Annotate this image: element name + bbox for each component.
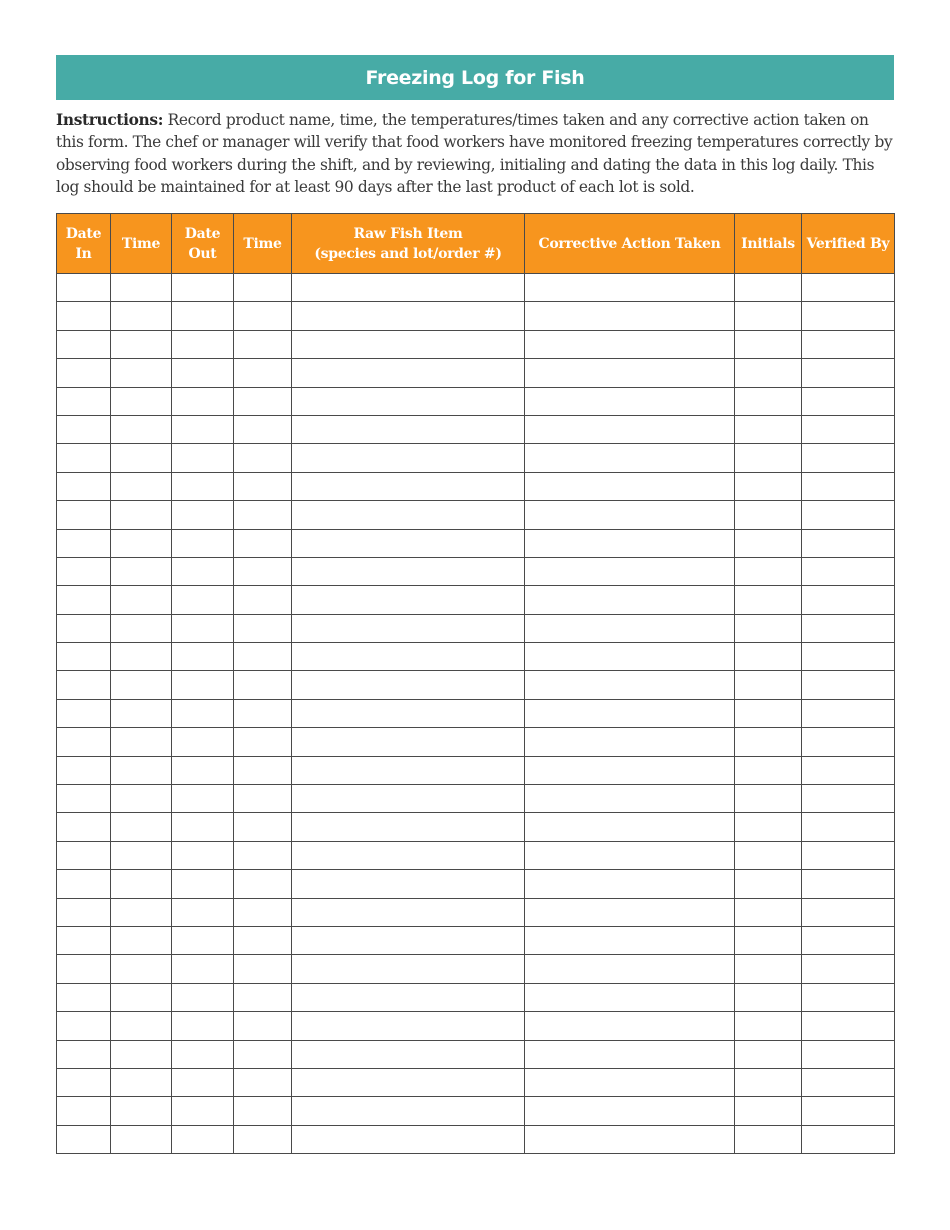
date-in-cell[interactable] bbox=[57, 529, 111, 557]
corrective-action-cell[interactable] bbox=[525, 359, 735, 387]
time-out-cell[interactable] bbox=[234, 1012, 292, 1040]
time-in-cell[interactable] bbox=[111, 699, 172, 727]
date-out-cell[interactable] bbox=[172, 302, 234, 330]
date-in-cell[interactable] bbox=[57, 472, 111, 500]
corrective-action-cell[interactable] bbox=[525, 756, 735, 784]
verified-by-cell[interactable] bbox=[802, 1125, 895, 1153]
date-out-cell[interactable] bbox=[172, 699, 234, 727]
verified-by-cell[interactable] bbox=[802, 841, 895, 869]
date-out-cell[interactable] bbox=[172, 756, 234, 784]
time-out-cell[interactable] bbox=[234, 359, 292, 387]
time-in-cell[interactable] bbox=[111, 444, 172, 472]
raw-fish-item-cell[interactable] bbox=[292, 529, 525, 557]
initials-cell[interactable] bbox=[735, 557, 802, 585]
time-out-cell[interactable] bbox=[234, 813, 292, 841]
corrective-action-cell[interactable] bbox=[525, 1125, 735, 1153]
date-out-cell[interactable] bbox=[172, 586, 234, 614]
time-out-cell[interactable] bbox=[234, 785, 292, 813]
initials-cell[interactable] bbox=[735, 359, 802, 387]
date-out-cell[interactable] bbox=[172, 359, 234, 387]
time-out-cell[interactable] bbox=[234, 330, 292, 358]
raw-fish-item-cell[interactable] bbox=[292, 756, 525, 784]
table-row bbox=[57, 898, 895, 926]
date-in-cell[interactable] bbox=[57, 643, 111, 671]
initials-cell[interactable] bbox=[735, 785, 802, 813]
date-out-cell[interactable] bbox=[172, 983, 234, 1011]
time-in-cell[interactable] bbox=[111, 415, 172, 443]
corrective-action-cell[interactable] bbox=[525, 274, 735, 302]
table-row bbox=[57, 699, 895, 727]
table-row bbox=[57, 387, 895, 415]
initials-cell[interactable] bbox=[735, 415, 802, 443]
corrective-action-cell[interactable] bbox=[525, 926, 735, 954]
date-in-cell[interactable] bbox=[57, 586, 111, 614]
time-out-cell[interactable] bbox=[234, 728, 292, 756]
form-title: Freezing Log for Fish bbox=[56, 55, 894, 100]
corrective-action-cell[interactable] bbox=[525, 529, 735, 557]
time-out-cell[interactable] bbox=[234, 699, 292, 727]
header-verified-by: Verified By bbox=[802, 214, 895, 274]
verified-by-cell[interactable] bbox=[802, 274, 895, 302]
header-corrective-action: Corrective Action Taken bbox=[525, 214, 735, 274]
verified-by-cell[interactable] bbox=[802, 699, 895, 727]
date-in-cell[interactable] bbox=[57, 671, 111, 699]
initials-cell[interactable] bbox=[735, 813, 802, 841]
raw-fish-item-cell[interactable] bbox=[292, 586, 525, 614]
time-in-cell[interactable] bbox=[111, 302, 172, 330]
time-out-cell[interactable] bbox=[234, 274, 292, 302]
time-in-cell[interactable] bbox=[111, 557, 172, 585]
date-in-cell[interactable] bbox=[57, 501, 111, 529]
initials-cell[interactable] bbox=[735, 926, 802, 954]
verified-by-cell[interactable] bbox=[802, 359, 895, 387]
date-in-cell[interactable] bbox=[57, 387, 111, 415]
verified-by-cell[interactable] bbox=[802, 785, 895, 813]
table-row bbox=[57, 1040, 895, 1068]
date-in-cell[interactable] bbox=[57, 955, 111, 983]
date-in-cell[interactable] bbox=[57, 302, 111, 330]
table-row bbox=[57, 1125, 895, 1153]
date-in-cell[interactable] bbox=[57, 926, 111, 954]
table-row bbox=[57, 614, 895, 642]
raw-fish-item-cell[interactable] bbox=[292, 813, 525, 841]
initials-cell[interactable] bbox=[735, 898, 802, 926]
verified-by-cell[interactable] bbox=[802, 898, 895, 926]
raw-fish-item-cell[interactable] bbox=[292, 728, 525, 756]
time-out-cell[interactable] bbox=[234, 870, 292, 898]
initials-cell[interactable] bbox=[735, 501, 802, 529]
date-out-cell[interactable] bbox=[172, 1012, 234, 1040]
verified-by-cell[interactable] bbox=[802, 955, 895, 983]
date-in-cell[interactable] bbox=[57, 1097, 111, 1125]
date-out-cell[interactable] bbox=[172, 274, 234, 302]
verified-by-cell[interactable] bbox=[802, 529, 895, 557]
time-in-cell[interactable] bbox=[111, 501, 172, 529]
verified-by-cell[interactable] bbox=[802, 501, 895, 529]
corrective-action-cell[interactable] bbox=[525, 898, 735, 926]
date-out-cell[interactable] bbox=[172, 728, 234, 756]
table-row bbox=[57, 274, 895, 302]
date-out-cell[interactable] bbox=[172, 813, 234, 841]
initials-cell[interactable] bbox=[735, 302, 802, 330]
table-row bbox=[57, 472, 895, 500]
initials-cell[interactable] bbox=[735, 955, 802, 983]
corrective-action-cell[interactable] bbox=[525, 444, 735, 472]
raw-fish-item-cell[interactable] bbox=[292, 699, 525, 727]
table-row bbox=[57, 359, 895, 387]
date-out-cell[interactable] bbox=[172, 415, 234, 443]
table-row bbox=[57, 1097, 895, 1125]
date-in-cell[interactable] bbox=[57, 614, 111, 642]
verified-by-cell[interactable] bbox=[802, 643, 895, 671]
time-out-cell[interactable] bbox=[234, 472, 292, 500]
table-row bbox=[57, 870, 895, 898]
corrective-action-cell[interactable] bbox=[525, 1068, 735, 1096]
time-in-cell[interactable] bbox=[111, 1125, 172, 1153]
time-in-cell[interactable] bbox=[111, 870, 172, 898]
date-out-cell[interactable] bbox=[172, 955, 234, 983]
table-row bbox=[57, 955, 895, 983]
date-out-cell[interactable] bbox=[172, 444, 234, 472]
date-in-cell[interactable] bbox=[57, 898, 111, 926]
time-in-cell[interactable] bbox=[111, 387, 172, 415]
table-row bbox=[57, 1068, 895, 1096]
raw-fish-item-cell[interactable] bbox=[292, 955, 525, 983]
raw-fish-item-cell[interactable] bbox=[292, 671, 525, 699]
time-out-cell[interactable] bbox=[234, 841, 292, 869]
corrective-action-cell[interactable] bbox=[525, 614, 735, 642]
header-time-in: Time bbox=[111, 214, 172, 274]
raw-fish-item-cell[interactable] bbox=[292, 1125, 525, 1153]
date-out-cell[interactable] bbox=[172, 870, 234, 898]
raw-fish-item-cell[interactable] bbox=[292, 501, 525, 529]
time-in-cell[interactable] bbox=[111, 1012, 172, 1040]
time-in-cell[interactable] bbox=[111, 756, 172, 784]
freezing-log-table bbox=[56, 213, 895, 1154]
date-out-cell[interactable] bbox=[172, 643, 234, 671]
date-in-cell[interactable] bbox=[57, 274, 111, 302]
raw-fish-item-cell[interactable] bbox=[292, 1068, 525, 1096]
raw-fish-item-cell[interactable] bbox=[292, 302, 525, 330]
verified-by-cell[interactable] bbox=[802, 302, 895, 330]
raw-fish-item-cell[interactable] bbox=[292, 643, 525, 671]
raw-fish-item-cell[interactable] bbox=[292, 330, 525, 358]
initials-cell[interactable] bbox=[735, 1012, 802, 1040]
initials-cell[interactable] bbox=[735, 756, 802, 784]
corrective-action-cell[interactable] bbox=[525, 699, 735, 727]
time-in-cell[interactable] bbox=[111, 983, 172, 1011]
initials-cell[interactable] bbox=[735, 1097, 802, 1125]
date-in-cell[interactable] bbox=[57, 557, 111, 585]
time-in-cell[interactable] bbox=[111, 671, 172, 699]
date-out-cell[interactable] bbox=[172, 898, 234, 926]
initials-cell[interactable] bbox=[735, 870, 802, 898]
date-in-cell[interactable] bbox=[57, 415, 111, 443]
time-in-cell[interactable] bbox=[111, 614, 172, 642]
raw-fish-item-cell[interactable] bbox=[292, 983, 525, 1011]
verified-by-cell[interactable] bbox=[802, 1068, 895, 1096]
table-row bbox=[57, 756, 895, 784]
initials-cell[interactable] bbox=[735, 1040, 802, 1068]
verified-by-cell[interactable] bbox=[802, 444, 895, 472]
initials-cell[interactable] bbox=[735, 614, 802, 642]
table-row bbox=[57, 643, 895, 671]
initials-cell[interactable] bbox=[735, 699, 802, 727]
initials-cell[interactable] bbox=[735, 1068, 802, 1096]
date-out-cell[interactable] bbox=[172, 501, 234, 529]
verified-by-cell[interactable] bbox=[802, 586, 895, 614]
raw-fish-item-cell[interactable] bbox=[292, 841, 525, 869]
raw-fish-item-cell[interactable] bbox=[292, 1012, 525, 1040]
initials-cell[interactable] bbox=[735, 841, 802, 869]
table-row bbox=[57, 501, 895, 529]
time-out-cell[interactable] bbox=[234, 501, 292, 529]
date-in-cell[interactable] bbox=[57, 756, 111, 784]
date-in-cell[interactable] bbox=[57, 1125, 111, 1153]
verified-by-cell[interactable] bbox=[802, 728, 895, 756]
raw-fish-item-cell[interactable] bbox=[292, 359, 525, 387]
table-row bbox=[57, 1012, 895, 1040]
table-row bbox=[57, 586, 895, 614]
raw-fish-item-cell[interactable] bbox=[292, 274, 525, 302]
raw-fish-item-cell[interactable] bbox=[292, 557, 525, 585]
time-out-cell[interactable] bbox=[234, 1068, 292, 1096]
table-row bbox=[57, 330, 895, 358]
date-in-cell[interactable] bbox=[57, 1068, 111, 1096]
time-in-cell[interactable] bbox=[111, 330, 172, 358]
date-out-cell[interactable] bbox=[172, 529, 234, 557]
time-out-cell[interactable] bbox=[234, 1125, 292, 1153]
verified-by-cell[interactable] bbox=[802, 1012, 895, 1040]
time-in-cell[interactable] bbox=[111, 728, 172, 756]
date-out-cell[interactable] bbox=[172, 387, 234, 415]
date-out-cell[interactable] bbox=[172, 1068, 234, 1096]
raw-fish-item-cell[interactable] bbox=[292, 785, 525, 813]
time-in-cell[interactable] bbox=[111, 529, 172, 557]
time-in-cell[interactable] bbox=[111, 586, 172, 614]
verified-by-cell[interactable] bbox=[802, 813, 895, 841]
initials-cell[interactable] bbox=[735, 586, 802, 614]
verified-by-cell[interactable] bbox=[802, 330, 895, 358]
date-out-cell[interactable] bbox=[172, 785, 234, 813]
header-row bbox=[57, 214, 895, 274]
corrective-action-cell[interactable] bbox=[525, 501, 735, 529]
initials-cell[interactable] bbox=[735, 983, 802, 1011]
verified-by-cell[interactable] bbox=[802, 415, 895, 443]
corrective-action-cell[interactable] bbox=[525, 1012, 735, 1040]
initials-cell[interactable] bbox=[735, 330, 802, 358]
date-in-cell[interactable] bbox=[57, 983, 111, 1011]
instructions-label: Instructions: bbox=[56, 111, 164, 129]
verified-by-cell[interactable] bbox=[802, 614, 895, 642]
date-out-cell[interactable] bbox=[172, 330, 234, 358]
verified-by-cell[interactable] bbox=[802, 926, 895, 954]
verified-by-cell[interactable] bbox=[802, 870, 895, 898]
header-date-in: Date In bbox=[57, 214, 111, 274]
time-out-cell[interactable] bbox=[234, 1040, 292, 1068]
raw-fish-item-cell[interactable] bbox=[292, 415, 525, 443]
table-row bbox=[57, 841, 895, 869]
table-row bbox=[57, 671, 895, 699]
time-in-cell[interactable] bbox=[111, 813, 172, 841]
time-out-cell[interactable] bbox=[234, 387, 292, 415]
date-in-cell[interactable] bbox=[57, 330, 111, 358]
instructions-text: Record product name, time, the temperatures/times taken and any corrective action taken on this form. The chef or manager will verify that food workers have monitored freezing temperatures correctly by observing food workers during the shift, and by reviewing, initialing and dating the data in this log daily. This log should be maintained for at least 90 days after the last product of each lot is sold. bbox=[56, 111, 893, 196]
date-out-cell[interactable] bbox=[172, 1125, 234, 1153]
corrective-action-cell[interactable] bbox=[525, 671, 735, 699]
corrective-action-cell[interactable] bbox=[525, 330, 735, 358]
corrective-action-cell[interactable] bbox=[525, 1097, 735, 1125]
instructions-paragraph bbox=[56, 109, 894, 198]
date-in-cell[interactable] bbox=[57, 1012, 111, 1040]
time-out-cell[interactable] bbox=[234, 586, 292, 614]
corrective-action-cell[interactable] bbox=[525, 387, 735, 415]
time-in-cell[interactable] bbox=[111, 955, 172, 983]
initials-cell[interactable] bbox=[735, 472, 802, 500]
verified-by-cell[interactable] bbox=[802, 472, 895, 500]
time-out-cell[interactable] bbox=[234, 671, 292, 699]
initials-cell[interactable] bbox=[735, 444, 802, 472]
time-out-cell[interactable] bbox=[234, 1097, 292, 1125]
table-row bbox=[57, 557, 895, 585]
time-in-cell[interactable] bbox=[111, 1040, 172, 1068]
date-out-cell[interactable] bbox=[172, 671, 234, 699]
date-in-cell[interactable] bbox=[57, 870, 111, 898]
date-out-cell[interactable] bbox=[172, 557, 234, 585]
raw-fish-item-cell[interactable] bbox=[292, 898, 525, 926]
initials-cell[interactable] bbox=[735, 1125, 802, 1153]
raw-fish-item-cell[interactable] bbox=[292, 926, 525, 954]
table-row bbox=[57, 926, 895, 954]
time-out-cell[interactable] bbox=[234, 756, 292, 784]
verified-by-cell[interactable] bbox=[802, 756, 895, 784]
corrective-action-cell[interactable] bbox=[525, 415, 735, 443]
time-out-cell[interactable] bbox=[234, 529, 292, 557]
time-out-cell[interactable] bbox=[234, 983, 292, 1011]
corrective-action-cell[interactable] bbox=[525, 1040, 735, 1068]
date-out-cell[interactable] bbox=[172, 472, 234, 500]
time-in-cell[interactable] bbox=[111, 1097, 172, 1125]
table-row bbox=[57, 813, 895, 841]
time-in-cell[interactable] bbox=[111, 898, 172, 926]
table-row bbox=[57, 983, 895, 1011]
initials-cell[interactable] bbox=[735, 529, 802, 557]
date-in-cell[interactable] bbox=[57, 728, 111, 756]
corrective-action-cell[interactable] bbox=[525, 586, 735, 614]
time-out-cell[interactable] bbox=[234, 415, 292, 443]
time-in-cell[interactable] bbox=[111, 359, 172, 387]
date-out-cell[interactable] bbox=[172, 614, 234, 642]
verified-by-cell[interactable] bbox=[802, 387, 895, 415]
time-out-cell[interactable] bbox=[234, 302, 292, 330]
initials-cell[interactable] bbox=[735, 387, 802, 415]
time-out-cell[interactable] bbox=[234, 557, 292, 585]
time-in-cell[interactable] bbox=[111, 926, 172, 954]
verified-by-cell[interactable] bbox=[802, 1040, 895, 1068]
corrective-action-cell[interactable] bbox=[525, 870, 735, 898]
initials-cell[interactable] bbox=[735, 643, 802, 671]
date-out-cell[interactable] bbox=[172, 841, 234, 869]
time-in-cell[interactable] bbox=[111, 274, 172, 302]
date-in-cell[interactable] bbox=[57, 699, 111, 727]
time-in-cell[interactable] bbox=[111, 643, 172, 671]
table-row bbox=[57, 529, 895, 557]
header-time-out: Time bbox=[234, 214, 292, 274]
initials-cell[interactable] bbox=[735, 671, 802, 699]
raw-fish-item-cell[interactable] bbox=[292, 472, 525, 500]
verified-by-cell[interactable] bbox=[802, 671, 895, 699]
time-in-cell[interactable] bbox=[111, 785, 172, 813]
date-in-cell[interactable] bbox=[57, 785, 111, 813]
raw-fish-item-cell[interactable] bbox=[292, 387, 525, 415]
verified-by-cell[interactable] bbox=[802, 557, 895, 585]
time-in-cell[interactable] bbox=[111, 841, 172, 869]
time-out-cell[interactable] bbox=[234, 955, 292, 983]
header-raw-fish-item: Raw Fish Item (species and lot/order #) bbox=[292, 214, 525, 274]
date-in-cell[interactable] bbox=[57, 813, 111, 841]
time-out-cell[interactable] bbox=[234, 643, 292, 671]
date-out-cell[interactable] bbox=[172, 926, 234, 954]
corrective-action-cell[interactable] bbox=[525, 728, 735, 756]
date-out-cell[interactable] bbox=[172, 1097, 234, 1125]
corrective-action-cell[interactable] bbox=[525, 302, 735, 330]
corrective-action-cell[interactable] bbox=[525, 557, 735, 585]
corrective-action-cell[interactable] bbox=[525, 643, 735, 671]
time-out-cell[interactable] bbox=[234, 898, 292, 926]
table-row bbox=[57, 415, 895, 443]
corrective-action-cell[interactable] bbox=[525, 955, 735, 983]
verified-by-cell[interactable] bbox=[802, 1097, 895, 1125]
time-out-cell[interactable] bbox=[234, 926, 292, 954]
raw-fish-item-cell[interactable] bbox=[292, 870, 525, 898]
table-row bbox=[57, 302, 895, 330]
date-out-cell[interactable] bbox=[172, 1040, 234, 1068]
corrective-action-cell[interactable] bbox=[525, 813, 735, 841]
raw-fish-item-cell[interactable] bbox=[292, 444, 525, 472]
corrective-action-cell[interactable] bbox=[525, 472, 735, 500]
initials-cell[interactable] bbox=[735, 274, 802, 302]
time-out-cell[interactable] bbox=[234, 444, 292, 472]
corrective-action-cell[interactable] bbox=[525, 983, 735, 1011]
time-in-cell[interactable] bbox=[111, 472, 172, 500]
table-row bbox=[57, 444, 895, 472]
corrective-action-cell[interactable] bbox=[525, 841, 735, 869]
date-in-cell[interactable] bbox=[57, 444, 111, 472]
time-in-cell[interactable] bbox=[111, 1068, 172, 1096]
raw-fish-item-cell[interactable] bbox=[292, 614, 525, 642]
header-date-out: Date Out bbox=[172, 214, 234, 274]
initials-cell[interactable] bbox=[735, 728, 802, 756]
corrective-action-cell[interactable] bbox=[525, 785, 735, 813]
verified-by-cell[interactable] bbox=[802, 983, 895, 1011]
header-initials: Initials bbox=[735, 214, 802, 274]
date-in-cell[interactable] bbox=[57, 841, 111, 869]
date-in-cell[interactable] bbox=[57, 359, 111, 387]
table-row bbox=[57, 785, 895, 813]
table-row bbox=[57, 728, 895, 756]
raw-fish-item-cell[interactable] bbox=[292, 1097, 525, 1125]
date-in-cell[interactable] bbox=[57, 1040, 111, 1068]
time-out-cell[interactable] bbox=[234, 614, 292, 642]
raw-fish-item-cell[interactable] bbox=[292, 1040, 525, 1068]
